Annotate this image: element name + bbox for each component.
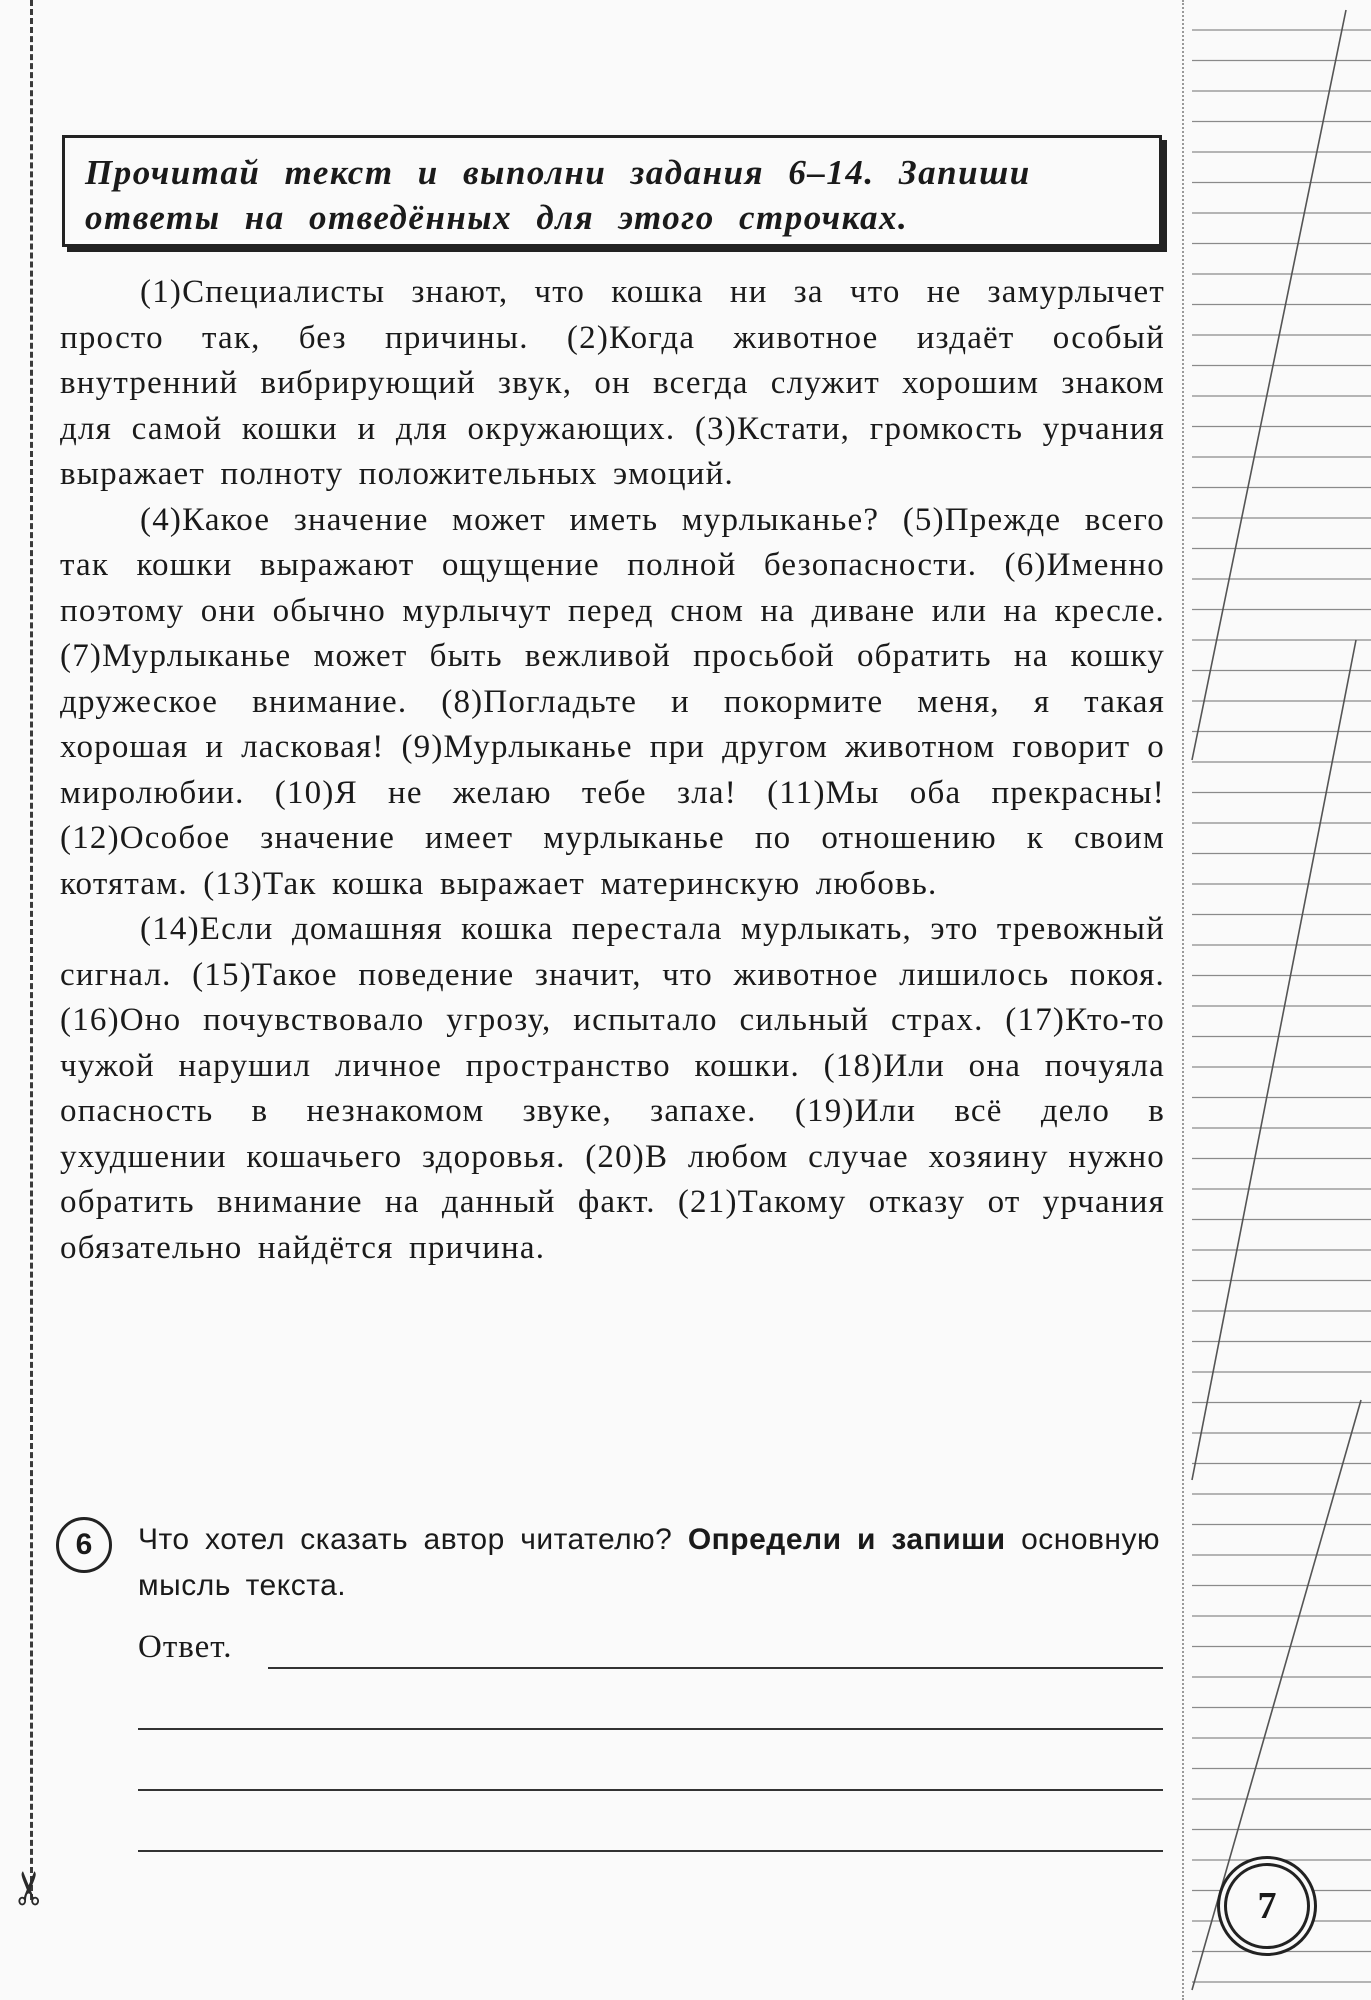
- question-text: [138, 1517, 1160, 1609]
- answer-line-1[interactable]: [268, 1667, 1163, 1669]
- passage-paragraph-2: (4)Какое значение может иметь мурлыканье? (5)Прежде всего так кошки выражают ощущение полной безопасности. (6)Именно поэтому они обычно мурлычут перед сном на диване или на кресле. (7)Мурлыканье может быть вежливой просьбой обратить на кошку дружеское внимание. (8)Погладьте и покормите меня, я такая хорошая и ласковая! (9)Мурлыканье при другом животном говорит о миролюбии. (10)Я не желаю тебе зла! (11)Мы оба прекрасны! (12)Особое значение имеет мурлыканье по отношению к своим котятам. (13)Так кошка выражает материнскую любовь.: [60, 501, 1165, 902]
- question-number-badge: 6: [56, 1517, 112, 1573]
- answer-line-4[interactable]: [138, 1850, 1163, 1852]
- reading-passage: [60, 270, 1165, 1271]
- scissors-icon: ✂: [2, 1868, 57, 1908]
- margin-ruled-lines: [1186, 0, 1371, 2000]
- question-text-plain: Что хотел сказать автор читателю?: [138, 1523, 673, 1556]
- answer-line-3[interactable]: [138, 1789, 1163, 1791]
- question-text-end: основную мысль текста.: [138, 1523, 1161, 1602]
- margin-divider: [1182, 0, 1184, 2000]
- cut-line: [30, 0, 33, 1900]
- passage-paragraph-1: (1)Специалисты знают, что кошка ни за что не замурлычет просто так, без причины. (2)Когда животное издаёт особый внутренний вибрирующий звук, он всегда служит хорошим знаком для самой кошки и для окружающих. (3)Кстати, громкость урчания выражает полноту положительных эмоций.: [60, 274, 1165, 492]
- instruction-box: [62, 135, 1162, 247]
- instruction-line-2: ответы на отведённых для этого строчках.: [85, 198, 909, 237]
- question-text-bold: Определи и запиши: [687, 1523, 1006, 1556]
- passage-paragraph-3: (14)Если домашняя кошка перестала мурлыкать, это тревожный сигнал. (15)Такое поведение значит, что животное лишилось покоя. (16)Оно почувствовало угрозу, испытало сильный страх. (17)Кто-то чужой нарушил личное пространство кошки. (18)Или она почуяла опасность в незнакомом звуке, запахе. (19)Или всё дело в ухудшении кошачьего здоровья. (20)В любом случае хозяину нужно обратить внимание на данный факт. (21)Такому отказу от урчания обязательно найдётся причина.: [60, 911, 1165, 1266]
- answer-label: Ответ.: [138, 1629, 233, 1665]
- instruction-line-1: Прочитай текст и выполни задания 6–14. Запиши: [85, 153, 1031, 192]
- page-number: 7: [1224, 1863, 1310, 1949]
- answer-line-2[interactable]: [138, 1728, 1163, 1730]
